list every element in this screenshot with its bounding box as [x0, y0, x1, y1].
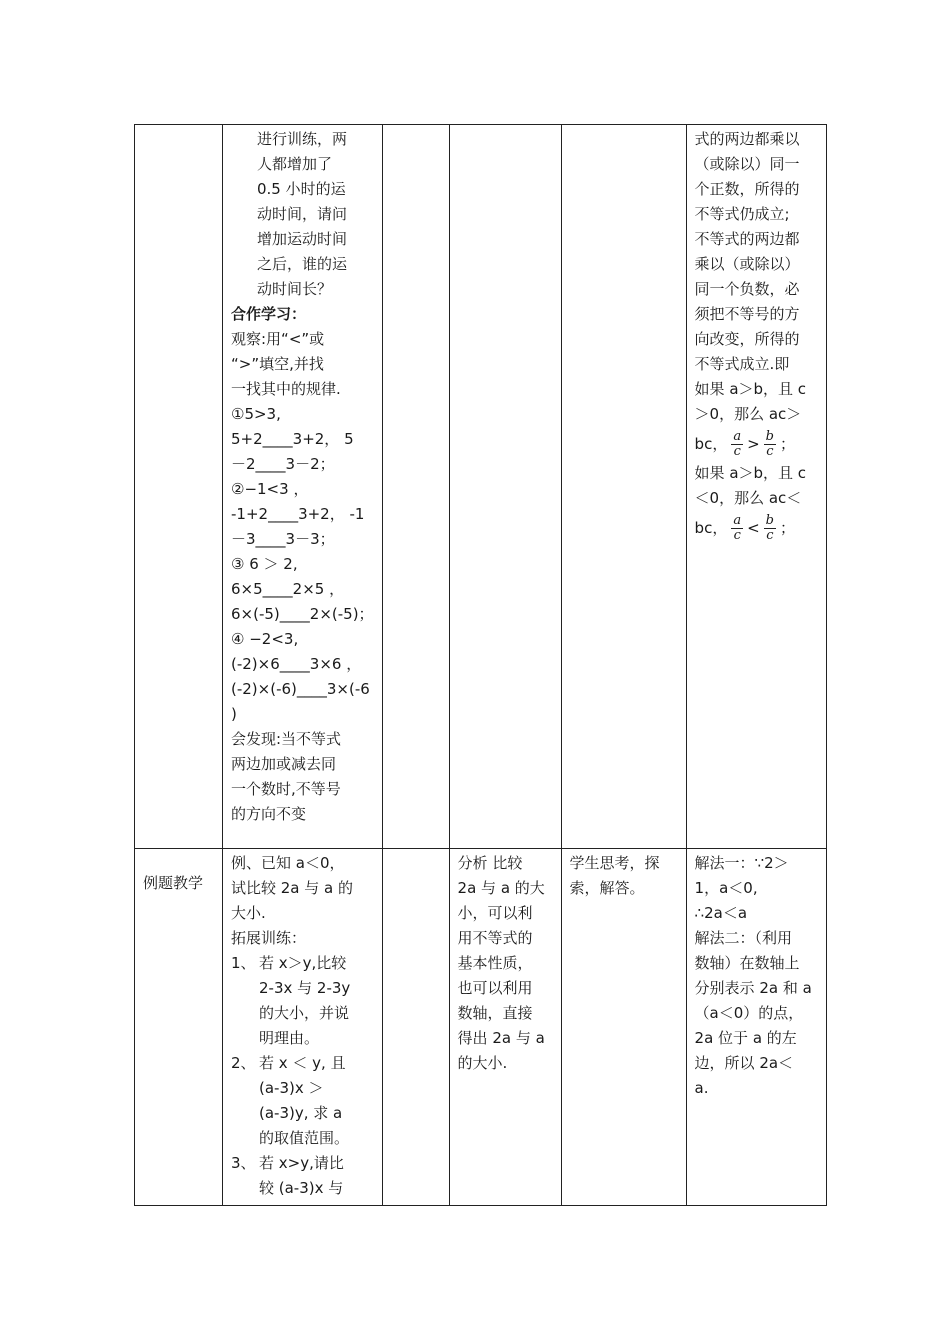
text-line: 分别表示 2a 和 a [694, 979, 812, 997]
text-line: 不等式的两边都 [694, 230, 800, 248]
text-line: 观察:用“<”或 [231, 330, 325, 348]
example-text [231, 851, 374, 926]
text-line: 人都增加了 [257, 155, 333, 173]
table-row-cooperative-learning [135, 125, 827, 849]
exercise-line: －3____3－3； [231, 530, 335, 548]
text-line: 小，可以利 [457, 904, 533, 922]
text-line: ＞0，那么 ac＞ [694, 405, 802, 423]
fraction-a-over-c: $\frac{a}{c}$ [733, 429, 742, 459]
fraction-b-over-c: $\frac{b}{c}$ [765, 429, 774, 459]
text-line: 的方向不变 [231, 805, 307, 823]
list-item-line: (a-3)x ＞ [259, 1079, 324, 1097]
list-item-line: 若 x＞y,比较 [259, 954, 347, 972]
text-line: 学生思考，探 [569, 854, 660, 872]
property-summary-negative [695, 461, 818, 511]
text-line: 得出 2a 与 a [457, 1029, 545, 1047]
text-line: 之后，谁的运 [257, 255, 348, 273]
fraction-line-positive: bc， $\frac{a}{c}$ > $\frac{b}{c}$ ； [694, 429, 796, 459]
exercise-line: ) [231, 705, 237, 723]
text-line: 2a 与 a 的大 [457, 879, 545, 897]
exercise-line: 6×(-5)____2×(-5)； [231, 605, 374, 623]
fraction-a-over-c: $\frac{a}{c}$ [733, 513, 742, 543]
text-line: （a＜0）的点， [694, 1004, 804, 1022]
text-line: 同一个负数，必 [694, 280, 800, 298]
text-line: 分析 比较 [457, 854, 523, 872]
exercise-line: (-2)×6____3×6 ， [231, 655, 362, 673]
student-activity-text [562, 849, 686, 905]
text-line: 乘以（或除以） [694, 255, 800, 273]
text-line: 解法二：（利用 [694, 929, 793, 947]
list-item-line: 的取值范围。 [259, 1129, 350, 1147]
text-line: ∴2a＜a [694, 904, 748, 922]
text-line: 一个数时,不等号 [231, 780, 341, 798]
extension-items [231, 951, 374, 1201]
list-item [231, 951, 374, 1051]
text-line: 大小. [231, 904, 266, 922]
cell-example-content [223, 849, 383, 1206]
exercise-line: ③ 6 ＞ 2, [231, 555, 298, 573]
observe-text [231, 327, 374, 402]
text-line: 用不等式的 [457, 929, 533, 947]
text-line: 数轴，直接 [457, 1004, 533, 1022]
text-line: 1，a＜0, [694, 879, 758, 897]
text-line: （或除以）同一 [694, 155, 800, 173]
text-line: 须把不等号的方 [694, 305, 800, 323]
text-line: 动时间，请问 [257, 205, 348, 223]
cell-stage-empty [135, 125, 223, 849]
text-line: 进行训练，两 [257, 130, 348, 148]
text-line: 增加运动时间 [257, 230, 348, 248]
exercise-line: －2____3－2； [231, 455, 335, 473]
text-line: 如果 a＞b，且 c [694, 380, 807, 398]
list-item-number: 3、 [231, 1154, 256, 1172]
exercise-line: 5+2____3+2， 5 [231, 430, 354, 448]
list-item-number: 1、 [231, 954, 256, 972]
text-line: 动时间长？ [257, 280, 333, 298]
cell-analysis [449, 849, 561, 1206]
cell-empty-4 [449, 125, 561, 849]
text-line: 索，解答。 [569, 879, 645, 897]
text-line: 例、已知 a＜0， [231, 854, 345, 872]
finding-text [231, 727, 374, 827]
text-line: 解法一：∵2＞ [694, 854, 789, 872]
list-item-line: 若 x ＜ y, 且 [259, 1054, 346, 1072]
text-line: 会发现:当不等式 [231, 730, 342, 748]
fraction-line-negative: bc， $\frac{a}{c}$ < $\frac{b}{c}$ ； [694, 513, 796, 543]
text-line: 基本性质， [457, 954, 533, 972]
lesson-plan-table [134, 124, 827, 1206]
text-line: 不等式成立.即 [694, 355, 790, 373]
list-item-line: 2-3x 与 2-3y [259, 979, 351, 997]
cell-stage-label: 例题教学 [135, 849, 223, 1206]
list-item-number: 2、 [231, 1054, 256, 1072]
property-summary-text [695, 127, 818, 427]
text-line: “>”填空,并找 [231, 355, 324, 373]
cell-empty-3 [382, 125, 449, 849]
list-item-line: (a-3)y, 求 a [259, 1104, 343, 1122]
exercise-line: ④ −2<3, [231, 630, 299, 648]
exercise-line: (-2)×(-6)____3×(-6 [231, 680, 370, 698]
text-line: a. [694, 1079, 709, 1097]
cell-student-activity [561, 849, 686, 1206]
list-item [231, 1051, 374, 1151]
list-item-line: 较 (a-3)x 与 [259, 1179, 344, 1197]
fraction-b-over-c: $\frac{b}{c}$ [765, 513, 774, 543]
text-line: 不等式仍成立; [694, 205, 790, 223]
text-line: 0.5 小时的运 [257, 180, 346, 198]
exercise-line: -1+2____3+2， -1 [231, 505, 365, 523]
exercise-line: ②−1<3 ， [231, 480, 309, 498]
table-row-example-teaching [135, 849, 827, 1206]
exercise-line: ①5>3, [231, 405, 281, 423]
cooperative-learning-heading: 合作学习： [231, 305, 307, 323]
text-line: 式的两边都乘以 [694, 130, 800, 148]
text-line: 的大小. [457, 1054, 508, 1072]
text-line: 向改变，所得的 [694, 330, 800, 348]
cell-empty-row2-3 [382, 849, 449, 1206]
list-item [231, 1151, 374, 1201]
text-line: 个正数，所得的 [694, 180, 800, 198]
cell-empty-5 [561, 125, 686, 849]
exercise-line: 6×5____2×5 ， [231, 580, 345, 598]
exercise-list [231, 402, 374, 727]
intro-text [231, 127, 374, 302]
text-line: 两边加或减去同 [231, 755, 337, 773]
text-line: 数轴）在数轴上 [694, 954, 800, 972]
text-line: 2a 位于 a 的左 [694, 1029, 797, 1047]
extension-heading: 拓展训练： [231, 929, 307, 947]
text-line: ＜0，那么 ac＜ [694, 489, 802, 507]
cell-solution [686, 849, 826, 1206]
text-line: 也可以利用 [457, 979, 533, 997]
cell-teaching-content [223, 125, 383, 849]
cell-property-summary [686, 125, 826, 849]
list-item-line: 明理由。 [259, 1029, 320, 1047]
text-line: 一找其中的规律. [231, 380, 341, 398]
text-line: 边，所以 2a＜ [694, 1054, 794, 1072]
list-item-line: 若 x>y,请比 [259, 1154, 344, 1172]
text-line: 试比较 2a 与 a 的 [231, 879, 354, 897]
text-line: 如果 a＞b，且 c [694, 464, 807, 482]
solution-text [687, 849, 826, 1105]
analysis-text [450, 849, 561, 1080]
list-item-line: 的大小，并说 [259, 1004, 350, 1022]
